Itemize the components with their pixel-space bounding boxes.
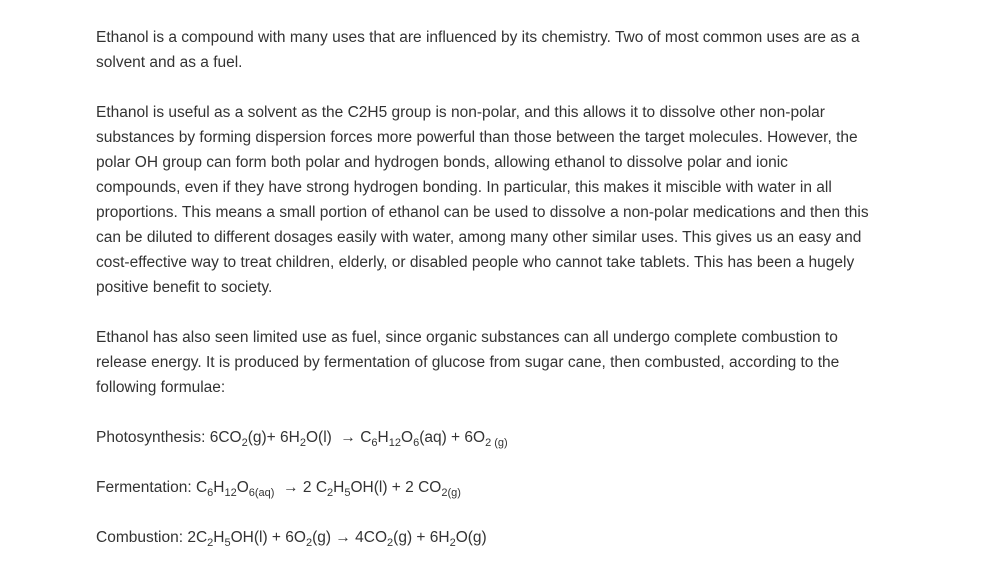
paragraph-intro: Ethanol is a compound with many uses that are influenced by its chemistry. Two of most common uses are as a solvent and as a fuel. [96, 29, 864, 71]
paragraph-solvent-uses: Ethanol is useful as a solvent as the C2H5 group is non-polar, and this allows it to dissolve other non-polar substances by forming dispersion forces more powerful than those between the target molecules. However, the polar OH group can form both polar and hydrogen bonds, allowing ethanol to dissolve polar and ionic compounds, even if they have strong hydrogen bonding. In particular, this makes it miscible with water in all proportions. This means a small portion of ethanol can be used to dissolve a non-polar medications and then this can be diluted to different dosages easily with water, among many other similar uses. This gives us an easy and cost-effective way to treat children, elderly, or disabled people who cannot take tablets. This has been a hugely positive benefit to society. [96, 104, 873, 296]
equation-combustion-label: Combustion: [96, 529, 188, 546]
equation-photosynthesis [96, 425, 876, 450]
paragraph-fuel-use: Ethanol has also seen limited use as fuel, since organic substances can all undergo complete combustion to release energy. It is produced by fermentation of glucose from sugar cane, then combusted, according to the following formulae: [96, 329, 844, 396]
equation-combustion [96, 525, 876, 550]
equation-fermentation [96, 475, 876, 500]
equation-combustion-formula: $2C_2H_5OH(l) + 6O_2(g) \to 4CO_2(g) + 6H_2O(g)$ [187, 529, 487, 550]
equation-photosynthesis-label: Photosynthesis: [96, 429, 210, 446]
equation-fermentation-formula: $C_6H_{12}O_{6(aq)} \to 2$ $C_2H_5OH(l) + 2$ $CO_{2(g)}$ [195, 479, 461, 500]
equation-photosynthesis-formula: $6CO_2(g)+ 6H_2O(l) \to C_6H_{12}O_6(aq) + 6O_{2 (g)}$ [209, 429, 508, 450]
equation-fermentation-label: Fermentation: [96, 479, 196, 496]
